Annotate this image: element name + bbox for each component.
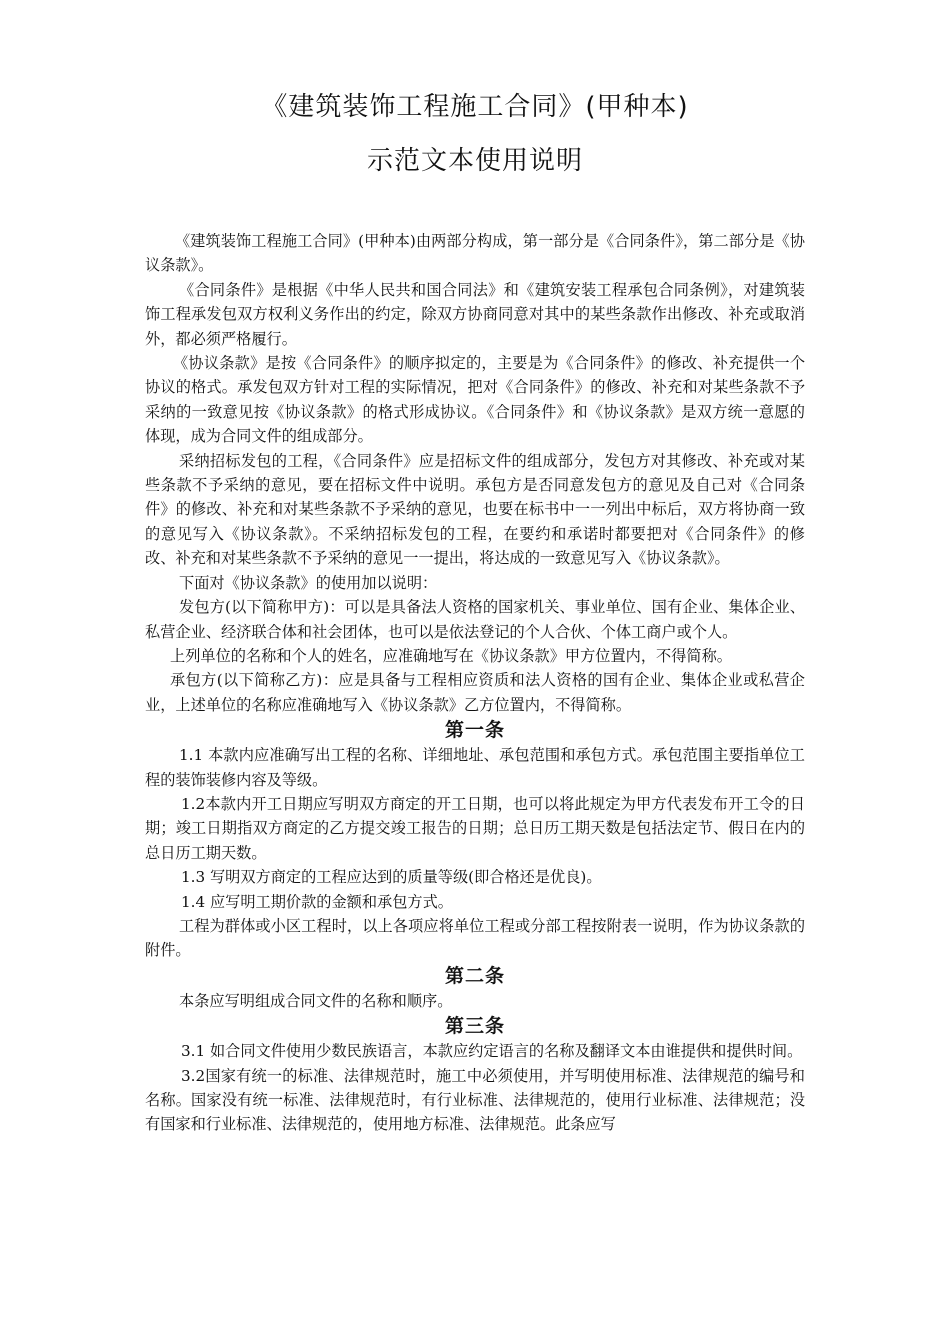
paragraph: 采纳招标发包的工程，《合同条件》应是招标文件的组成部分，发包方对其修改、补充或对某些条款不予采纳的意见，要在招标文件中说明。承包方是否同意发包方的意见及自己对《合同条件》的修改、补充和对某些条款不予采纳的意见，也要在标书中一一列出中标后，双方将协商一致的意见写入《协议条款》。不采纳招标发包的工程，在要约和承诺时都要把对《合同条件》的修改、补充和对某些条款不予采纳的意见一一提出，将达成的一致意见写入《协议条款》。: [145, 451, 805, 568]
clause: 本条应写明组成合同文件的名称和顺序。: [179, 991, 453, 1010]
clause: 1.1 本款内应准确写出工程的名称、详细地址、承包范围和承包方式。承包范围主要指单位工程的装饰装修内容及等级。: [145, 746, 805, 789]
paragraph: 承包方(以下简称乙方)：应是具备与工程相应资质和法人资格的国有企业、集体企业或私营企业，上述单位的名称应准确地写入《协议条款》乙方位置内，不得简称。: [145, 671, 805, 714]
clause: 工程为群体或小区工程时，以上各项应将单位工程或分部工程按附表一说明，作为协议条款的附件。: [145, 916, 805, 960]
clause: 3.1 如合同文件使用少数民族语言，本款应约定语言的名称及翻译文本由谁提供和提供时间。: [181, 1042, 803, 1061]
clause: 3.2国家有统一的标准、法律规范时，施工中必须使用，并写明使用标准、法律规范的编号和名称。国家没有统一标准、法律规范时，有行业标准、法律规范的，使用行业标准、法律规范；没有国家和行业标准、法律规范的，使用地方标准、法律规范。此条应写: [145, 1066, 805, 1134]
paragraph: 下面对《协议条款》的使用加以说明：: [179, 573, 438, 592]
clause: 1.2本款内开工日期应写明双方商定的开工日期，也可以将此规定为甲方代表发布开工令的日期；竣工日期指双方商定的乙方提交竣工报告的日期；总日历工期天数是包括法定节、假日在内的总日历工期天数。: [145, 794, 805, 862]
paragraph: 发包方(以下简称甲方)：可以是具备法人资格的国家机关、事业单位、国有企业、集体企业、私营企业、经济联合体和社会团体，也可以是依法登记的个人合伙、个体工商户或个人。: [145, 598, 805, 641]
document-subtitle: 示范文本使用说明: [366, 146, 583, 176]
clause: 1.4 应写明工期价款的金额和承包方式。: [181, 892, 453, 911]
paragraph: 《协议条款》是按《合同条件》的顺序拟定的，主要是为《合同条件》的修改、补充提供一个协议的格式。承发包双方针对工程的实际情况，把对《合同条件》的修改、补充和对某些条款不予采纳的一致意见按《协议条款》的格式形成协议。《合同条件》和《协议条款》是双方统一意愿的体现，成为合同文件的组成部分。: [145, 354, 805, 446]
document-body: [145, 229, 805, 1137]
document-title: 《建筑装饰工程施工合同》(甲种本): [261, 92, 689, 122]
clause: 1.3 写明双方商定的工程应达到的质量等级(即合格还是优良)。: [181, 868, 602, 887]
article-heading: 第三条: [444, 1015, 505, 1038]
paragraph: 《合同条件》是根据《中华人民共和国合同法》和《建筑安装工程承包合同条例》，对建筑装饰工程承发包双方权利义务作出的约定，除双方协商同意对其中的某些条款作出修改、补充或取消外，都必须严格履行。: [145, 280, 805, 348]
article-heading: 第二条: [444, 964, 505, 987]
article-heading: 第一条: [444, 719, 505, 742]
paragraph: 上列单位的名称和个人的姓名，应准确地写在《协议条款》甲方位置内，不得简称。: [170, 646, 732, 665]
paragraph: 《建筑装饰工程施工合同》(甲种本)由两部分构成，第一部分是《合同条件》，第二部分是《协议条款》。: [145, 232, 805, 275]
